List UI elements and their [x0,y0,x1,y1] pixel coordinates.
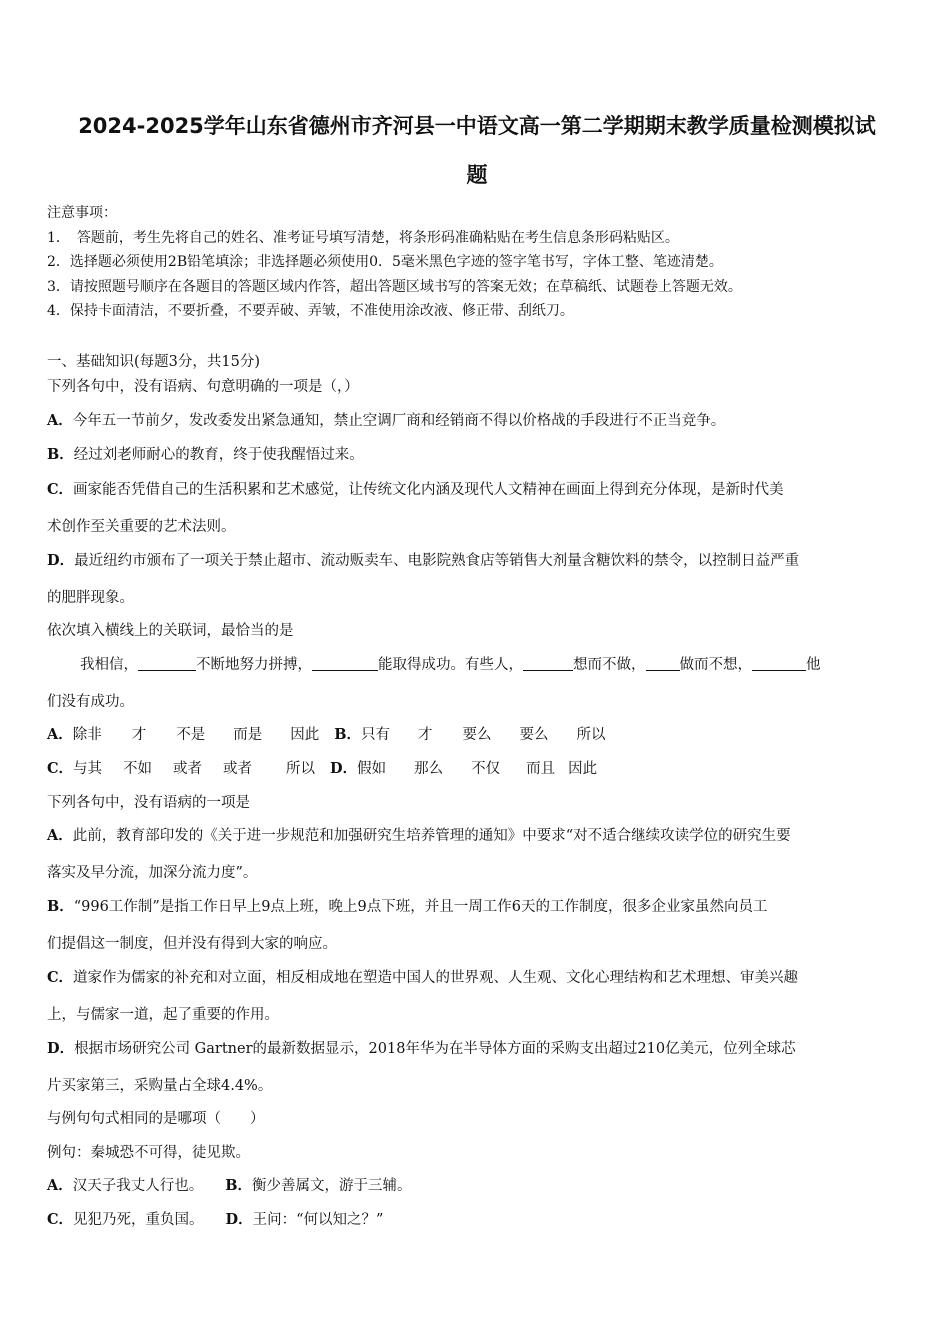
option-c-continued: 术创作至关重要的艺术法则。 [47,519,236,535]
blank-line [752,656,806,671]
option-a-continued: 落实及早分流，加深分流力度”。 [47,865,258,881]
blank-line [138,656,196,671]
blank-line [312,656,378,671]
option-b-continued: 们提倡这一制度，但并没有得到大家的响应。 [47,936,337,952]
blank-line [646,656,680,671]
question-stem: 与例句句式相同的是哪项（ ） [47,1111,265,1127]
option-c: C．画家能否凭借自己的生活积累和艺术感觉，让传统文化内涵及现代人文精神在画面上得到充分体现，是新时代美 [47,481,784,498]
notice-item: 1． 答题前，考生先将自己的姓名、准考证号填写清楚，将条形码准确粘贴在考生信息条形码粘贴区。 [47,230,679,246]
question-stem: 下列各句中，没有语病的一项是 [47,795,250,811]
option-a: A．此前，教育部印发的《关于进一步规范和加强研究生培养管理的通知》中要求“对不适合继续攻读学位的研究生要 [47,827,791,844]
options-c-d: C．与其 不如 或者 或者 所以 D．假如 那么 不仅 而且 因此 [47,760,598,777]
notice-item: 2．选择题必须使用2B铅笔填涂；非选择题必须使用0．5毫米黑色字迹的签字笔书写，字体工整、笔迹清楚。 [47,254,723,270]
fill-in-sentence-continued: 们没有成功。 [47,694,134,710]
question-stem: 依次填入横线上的关联词，最恰当的是 [47,623,294,639]
notice-item: 4．保持卡面清洁，不要折叠，不要弄破、弄皱，不准使用涂改液、修正带、刮纸刀。 [47,303,574,319]
option-c-continued: 上，与儒家一道，起了重要的作用。 [47,1007,279,1023]
fill-in-sentence: 我相信， 不断地努力拼搏， 能取得成功。有些人， 想而不做， 做而不想， 他 [80,657,821,673]
exam-title-continued: 题 [466,163,488,187]
option-d-continued: 的肥胖现象。 [47,590,134,606]
option-c: C．道家作为儒家的补充和对立面，相反相成地在塑造中国人的世界观、人生观、文化心理结构和艺术理想、审美兴趣 [47,969,799,986]
option-d: D．最近纽约市颁布了一项关于禁止超市、流动贩卖车、电影院熟食店等销售大剂量含糖饮料的禁令，以控制日益严重 [47,552,800,569]
option-a: A．今年五一节前夕，发改委发出紧急通知，禁止空调厂商和经销商不得以价格战的手段进行不正当竞争。 [47,412,726,429]
options-a-b: A．除非 才 不是 而是 因此 B．只有 才 要么 要么 所以 [47,726,606,743]
exam-title: 2024-2025学年山东省德州市齐河县一中语文高一第二学期期末教学质量检测模拟试 [78,114,876,138]
section-heading: 一、基础知识(每题3分，共15分) [47,354,260,370]
option-b: B．“996工作制”是指工作日早上9点上班，晚上9点下班，并且一周工作6天的工作制度，很多企业家虽然向员工 [47,898,768,915]
blank-line [523,656,573,671]
notice-item: 3．请按照题号顺序在各题目的答题区域内作答，超出答题区域书写的答案无效；在草稿纸、试题卷上答题无效。 [47,279,742,295]
option-b: B．经过刘老师耐心的教育，终于使我醒悟过来。 [47,446,364,463]
options-a-b: A．汉天子我丈人行也。 B．衡少善属文，游于三辅。 [47,1177,412,1194]
options-c-d: C．见犯乃死，重负国。 D．王问：“何以知之？” [47,1211,384,1228]
notice-heading: 注意事项： [47,205,117,221]
example-sentence: 例句：秦城恐不可得，徒见欺。 [47,1145,250,1161]
option-d: D．根据市场研究公司 Gartner的最新数据显示，2018年华为在半导体方面的采购支出超过210亿美元，位列全球芯 [47,1040,796,1057]
question-stem: 下列各句中，没有语病、句意明确的一项是（，） [47,379,359,395]
option-d-continued: 片买家第三，采购量占全球4.4%。 [47,1078,273,1094]
